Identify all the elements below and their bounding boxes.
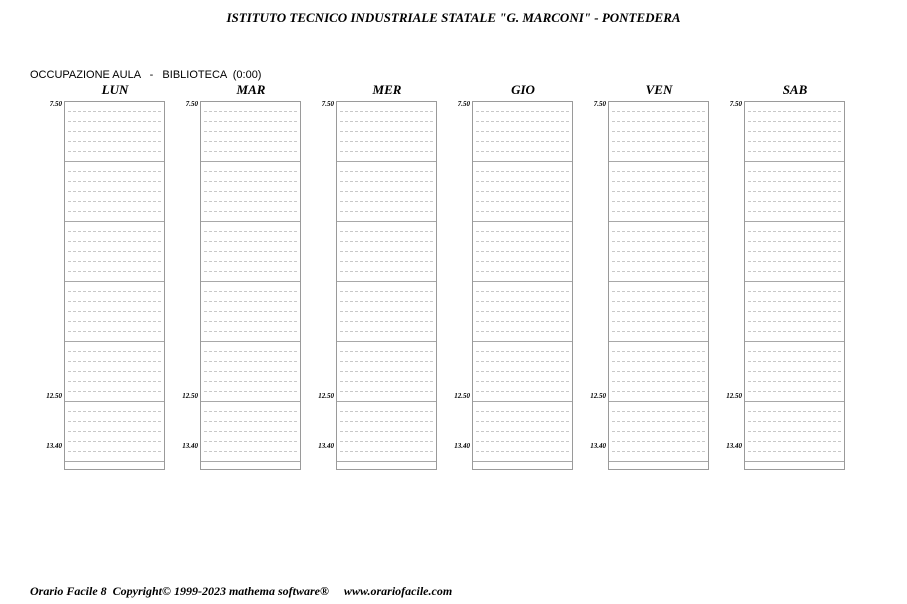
slot-divider <box>340 271 433 272</box>
time-label: 7.50 <box>729 100 742 108</box>
time-label: 13.40 <box>46 442 62 450</box>
slot-divider <box>748 151 841 152</box>
slot-divider <box>748 391 841 392</box>
slot-divider <box>612 201 705 202</box>
slot-divider <box>204 311 297 312</box>
slot-divider <box>748 431 841 432</box>
slot-divider <box>748 371 841 372</box>
day-header-ven: VEN <box>645 82 673 97</box>
slot-divider <box>612 251 705 252</box>
slot-divider <box>340 171 433 172</box>
slot-divider <box>204 271 297 272</box>
time-label: 13.40 <box>590 442 606 450</box>
hour-divider <box>609 221 708 222</box>
slot-divider <box>476 151 569 152</box>
slot-divider <box>68 371 161 372</box>
slot-divider <box>204 141 297 142</box>
hour-divider <box>609 401 708 402</box>
slot-divider <box>340 201 433 202</box>
slot-divider <box>748 291 841 292</box>
slot-divider <box>68 431 161 432</box>
hour-divider <box>473 401 572 402</box>
time-label: 7.50 <box>49 100 62 108</box>
slot-divider <box>476 201 569 202</box>
slot-divider <box>748 241 841 242</box>
time-label: 7.50 <box>457 100 470 108</box>
slot-divider <box>204 441 297 442</box>
hour-divider <box>201 221 300 222</box>
day-column-gio <box>472 101 573 470</box>
slot-divider <box>748 361 841 362</box>
slot-divider <box>748 351 841 352</box>
slot-divider <box>612 191 705 192</box>
slot-divider <box>204 321 297 322</box>
slot-divider <box>612 121 705 122</box>
hour-divider <box>473 161 572 162</box>
slot-divider <box>68 211 161 212</box>
time-label: 12.50 <box>318 392 334 400</box>
slot-divider <box>68 381 161 382</box>
slot-divider <box>476 111 569 112</box>
slot-divider <box>204 391 297 392</box>
slot-divider <box>476 431 569 432</box>
hour-divider <box>745 461 844 462</box>
hour-divider <box>337 221 436 222</box>
slot-divider <box>476 391 569 392</box>
slot-divider <box>68 311 161 312</box>
slot-divider <box>612 171 705 172</box>
time-label: 12.50 <box>454 392 470 400</box>
slot-divider <box>612 361 705 362</box>
slot-divider <box>340 131 433 132</box>
slot-divider <box>748 411 841 412</box>
slot-divider <box>476 171 569 172</box>
slot-divider <box>612 231 705 232</box>
slot-divider <box>748 271 841 272</box>
slot-divider <box>340 391 433 392</box>
slot-divider <box>340 121 433 122</box>
slot-divider <box>748 261 841 262</box>
slot-divider <box>340 311 433 312</box>
slot-divider <box>612 351 705 352</box>
slot-divider <box>68 421 161 422</box>
slot-divider <box>68 391 161 392</box>
slot-divider <box>612 261 705 262</box>
hour-divider <box>65 401 164 402</box>
slot-divider <box>612 291 705 292</box>
slot-divider <box>612 131 705 132</box>
slot-divider <box>612 391 705 392</box>
slot-divider <box>612 271 705 272</box>
slot-divider <box>340 291 433 292</box>
hour-divider <box>609 461 708 462</box>
slot-divider <box>476 241 569 242</box>
day-header-lun: LUN <box>101 82 129 97</box>
slot-divider <box>476 291 569 292</box>
slot-divider <box>340 371 433 372</box>
slot-divider <box>748 191 841 192</box>
hour-divider <box>745 281 844 282</box>
slot-divider <box>340 241 433 242</box>
slot-divider <box>612 321 705 322</box>
slot-divider <box>204 421 297 422</box>
slot-divider <box>204 381 297 382</box>
slot-divider <box>68 191 161 192</box>
slot-divider <box>340 141 433 142</box>
slot-divider <box>340 451 433 452</box>
slot-divider <box>476 141 569 142</box>
slot-divider <box>748 441 841 442</box>
slot-divider <box>612 431 705 432</box>
slot-divider <box>748 381 841 382</box>
slot-divider <box>204 151 297 152</box>
slot-divider <box>340 411 433 412</box>
day-header-sab: SAB <box>782 82 808 97</box>
slot-divider <box>204 411 297 412</box>
slot-divider <box>340 181 433 182</box>
slot-divider <box>748 181 841 182</box>
slot-divider <box>68 241 161 242</box>
hour-divider <box>337 161 436 162</box>
slot-divider <box>68 321 161 322</box>
hour-divider <box>65 461 164 462</box>
slot-divider <box>340 441 433 442</box>
slot-divider <box>476 371 569 372</box>
time-label: 12.50 <box>46 392 62 400</box>
slot-divider <box>68 411 161 412</box>
slot-divider <box>612 211 705 212</box>
time-label: 12.50 <box>726 392 742 400</box>
slot-divider <box>340 381 433 382</box>
slot-divider <box>204 171 297 172</box>
slot-divider <box>748 451 841 452</box>
slot-divider <box>68 301 161 302</box>
slot-divider <box>748 201 841 202</box>
slot-divider <box>476 121 569 122</box>
slot-divider <box>476 271 569 272</box>
slot-divider <box>340 361 433 362</box>
hour-divider <box>745 401 844 402</box>
time-label: 7.50 <box>321 100 334 108</box>
hour-divider <box>65 221 164 222</box>
slot-divider <box>612 411 705 412</box>
slot-divider <box>612 331 705 332</box>
slot-divider <box>204 241 297 242</box>
slot-divider <box>68 291 161 292</box>
slot-divider <box>476 361 569 362</box>
slot-divider <box>476 191 569 192</box>
slot-divider <box>204 201 297 202</box>
hour-divider <box>201 341 300 342</box>
day-column-mer <box>336 101 437 470</box>
slot-divider <box>68 331 161 332</box>
hour-divider <box>337 281 436 282</box>
slot-divider <box>204 121 297 122</box>
hour-divider <box>609 341 708 342</box>
slot-divider <box>340 251 433 252</box>
hour-divider <box>745 161 844 162</box>
hour-divider <box>473 341 572 342</box>
slot-divider <box>204 301 297 302</box>
slot-divider <box>340 331 433 332</box>
slot-divider <box>340 111 433 112</box>
slot-divider <box>68 261 161 262</box>
slot-divider <box>204 131 297 132</box>
slot-divider <box>68 181 161 182</box>
slot-divider <box>204 251 297 252</box>
slot-divider <box>748 251 841 252</box>
hour-divider <box>745 221 844 222</box>
hour-divider <box>201 461 300 462</box>
hour-divider <box>473 461 572 462</box>
hour-divider <box>201 401 300 402</box>
slot-divider <box>340 421 433 422</box>
day-column-mar <box>200 101 301 470</box>
slot-divider <box>68 111 161 112</box>
slot-divider <box>340 351 433 352</box>
time-label: 12.50 <box>182 392 198 400</box>
slot-divider <box>748 131 841 132</box>
slot-divider <box>476 381 569 382</box>
slot-divider <box>748 421 841 422</box>
page-title: ISTITUTO TECNICO INDUSTRIALE STATALE "G. MARCONI" - PONTEDERA <box>226 10 681 25</box>
slot-divider <box>748 111 841 112</box>
slot-divider <box>612 441 705 442</box>
time-label: 13.40 <box>318 442 334 450</box>
slot-divider <box>68 151 161 152</box>
slot-divider <box>340 151 433 152</box>
slot-divider <box>204 191 297 192</box>
slot-divider <box>204 361 297 362</box>
slot-divider <box>612 241 705 242</box>
slot-divider <box>68 351 161 352</box>
slot-divider <box>204 331 297 332</box>
hour-divider <box>337 341 436 342</box>
slot-divider <box>476 311 569 312</box>
slot-divider <box>68 121 161 122</box>
day-header-mar: MAR <box>236 82 266 97</box>
slot-divider <box>204 231 297 232</box>
time-label: 13.40 <box>726 442 742 450</box>
hour-divider <box>65 281 164 282</box>
slot-divider <box>68 201 161 202</box>
slot-divider <box>340 231 433 232</box>
slot-divider <box>612 141 705 142</box>
hour-divider <box>201 161 300 162</box>
slot-divider <box>340 211 433 212</box>
slot-divider <box>68 141 161 142</box>
slot-divider <box>476 441 569 442</box>
slot-divider <box>612 371 705 372</box>
slot-divider <box>612 421 705 422</box>
slot-divider <box>340 261 433 262</box>
day-column-ven <box>608 101 709 470</box>
slot-divider <box>476 261 569 262</box>
slot-divider <box>476 301 569 302</box>
slot-divider <box>748 171 841 172</box>
hour-divider <box>609 161 708 162</box>
slot-divider <box>612 311 705 312</box>
slot-divider <box>68 361 161 362</box>
hour-divider <box>65 161 164 162</box>
slot-divider <box>748 321 841 322</box>
slot-divider <box>748 231 841 232</box>
day-header-mer: MER <box>372 82 402 97</box>
slot-divider <box>68 451 161 452</box>
day-column-lun <box>64 101 165 470</box>
time-label: 7.50 <box>593 100 606 108</box>
slot-divider <box>748 141 841 142</box>
slot-divider <box>748 311 841 312</box>
slot-divider <box>748 121 841 122</box>
slot-divider <box>748 301 841 302</box>
hour-divider <box>337 401 436 402</box>
slot-divider <box>476 421 569 422</box>
slot-divider <box>748 211 841 212</box>
slot-divider <box>340 301 433 302</box>
slot-divider <box>204 371 297 372</box>
slot-divider <box>68 171 161 172</box>
slot-divider <box>204 111 297 112</box>
hour-divider <box>745 341 844 342</box>
slot-divider <box>748 331 841 332</box>
hour-divider <box>201 281 300 282</box>
day-header-gio: GIO <box>511 82 535 97</box>
time-label: 13.40 <box>182 442 198 450</box>
time-label: 12.50 <box>590 392 606 400</box>
slot-divider <box>204 431 297 432</box>
slot-divider <box>68 271 161 272</box>
hour-divider <box>337 461 436 462</box>
slot-divider <box>476 251 569 252</box>
hour-divider <box>609 281 708 282</box>
hour-divider <box>473 221 572 222</box>
slot-divider <box>612 301 705 302</box>
slot-divider <box>612 181 705 182</box>
slot-divider <box>476 451 569 452</box>
footer-copyright: Orario Facile 8 Copyright© 1999-2023 mathema software® www.orariofacile.com <box>30 584 453 598</box>
slot-divider <box>476 351 569 352</box>
slot-divider <box>612 451 705 452</box>
slot-divider <box>340 321 433 322</box>
slot-divider <box>476 331 569 332</box>
slot-divider <box>204 291 297 292</box>
slot-divider <box>68 131 161 132</box>
slot-divider <box>612 111 705 112</box>
slot-divider <box>612 381 705 382</box>
slot-divider <box>68 251 161 252</box>
slot-divider <box>204 261 297 262</box>
slot-divider <box>612 151 705 152</box>
slot-divider <box>476 321 569 322</box>
slot-divider <box>476 231 569 232</box>
time-label: 7.50 <box>185 100 198 108</box>
slot-divider <box>476 181 569 182</box>
slot-divider <box>476 211 569 212</box>
slot-divider <box>204 451 297 452</box>
slot-divider <box>476 131 569 132</box>
slot-divider <box>204 351 297 352</box>
room-occupancy-subtitle: OCCUPAZIONE AULA - BIBLIOTECA (0:00) <box>30 69 262 81</box>
slot-divider <box>68 441 161 442</box>
slot-divider <box>476 411 569 412</box>
slot-divider <box>204 181 297 182</box>
hour-divider <box>473 281 572 282</box>
slot-divider <box>340 191 433 192</box>
slot-divider <box>68 231 161 232</box>
hour-divider <box>65 341 164 342</box>
time-label: 13.40 <box>454 442 470 450</box>
day-column-sab <box>744 101 845 470</box>
slot-divider <box>204 211 297 212</box>
slot-divider <box>340 431 433 432</box>
